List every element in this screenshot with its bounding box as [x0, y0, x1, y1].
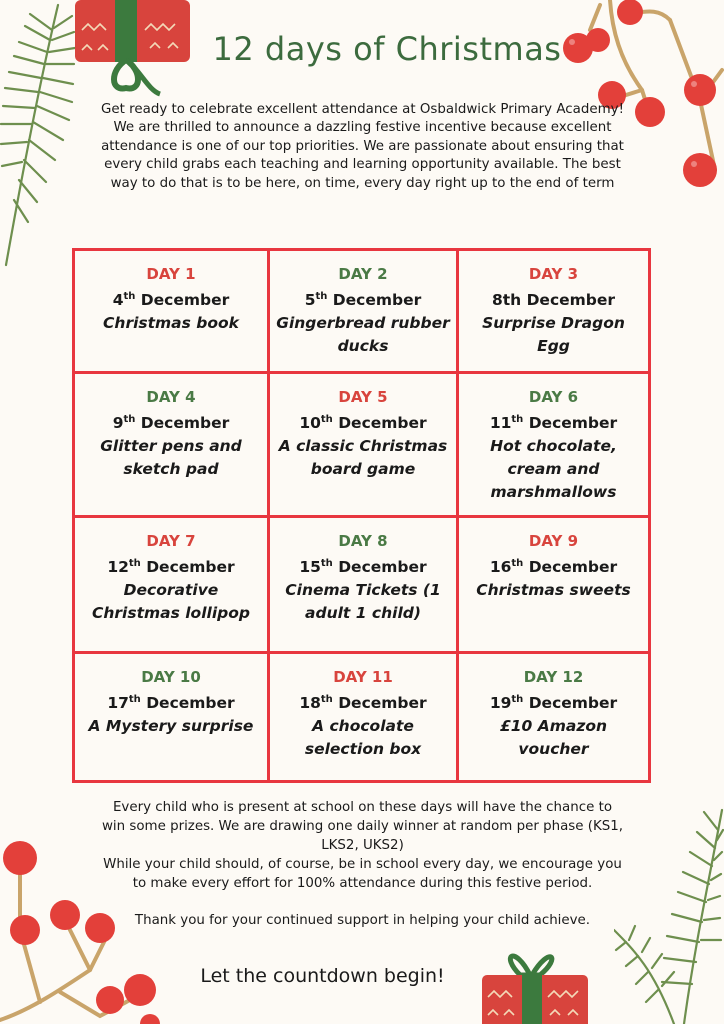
day-date: 19th December: [489, 694, 618, 713]
day-prize: £10 Amazon voucher: [499, 717, 608, 759]
day-date: 17th December: [107, 694, 235, 713]
countdown-text: Let the countdown begin!: [200, 965, 445, 987]
day-cell-2: [270, 251, 459, 374]
day-prize: A classic Christmas board game: [278, 437, 448, 479]
intro-text: [90, 101, 635, 193]
day-label: DAY 11: [333, 668, 393, 686]
day-prize: A Mystery surprise: [88, 717, 254, 736]
gift-box-bottom-icon: [480, 945, 590, 1024]
intro-line-2: We are thrilled to announce a dazzling festive incentive because excellent attendance is one of our top priorities. We are passionate about ensuring that every child grabs each teaching and learning opportunity available. The best way to do that is to be here, on time, every day right up to the end of term: [101, 120, 624, 191]
day-cell-11: [270, 654, 459, 780]
day-label: DAY 7: [146, 532, 196, 550]
day-prize: Christmas book: [103, 314, 239, 333]
day-prize: Decorative Christmas lollipop: [92, 581, 250, 623]
day-cell-9: [459, 518, 648, 654]
day-prize: Cinema Tickets (1 adult 1 child): [285, 581, 441, 623]
day-date: 10th December: [299, 414, 427, 433]
day-date: 15th December: [299, 558, 427, 577]
advent-calendar-grid: [72, 248, 651, 783]
day-prize: Hot chocolate, cream and marshmallows: [490, 437, 617, 502]
day-date: 16th December: [489, 558, 618, 577]
day-cell-8: [270, 518, 459, 654]
pine-branch-bottom-right-icon: [614, 800, 724, 1024]
day-prize: Glitter pens and sketch pad: [100, 437, 242, 479]
day-label: DAY 4: [146, 388, 196, 406]
day-date: 18th December: [299, 694, 427, 713]
day-label: DAY 1: [146, 265, 196, 283]
day-cell-6: [459, 374, 648, 518]
day-cell-4: [75, 374, 270, 518]
day-date: 8th December: [491, 291, 616, 310]
page-title: 12 days of Christmas: [212, 30, 562, 68]
day-cell-10: [75, 654, 270, 780]
outro-line-1: Every child who is present at school on these days will have the chance to win some prizes. We are drawing one daily winner at random per phase (KS1, LKS2, UKS2): [101, 800, 624, 853]
day-label: DAY 8: [338, 532, 388, 550]
day-prize: A chocolate selection box: [304, 717, 422, 759]
day-date: 11th December: [489, 414, 618, 433]
day-cell-5: [270, 374, 459, 518]
day-prize: Christmas sweets: [476, 581, 631, 600]
day-label: DAY 12: [523, 668, 584, 686]
day-label: DAY 10: [141, 668, 201, 686]
outro-text: [100, 798, 625, 893]
day-cell-12: [459, 654, 648, 780]
day-label: DAY 2: [338, 265, 388, 283]
day-prize: Surprise Dragon Egg: [482, 314, 625, 356]
thanks-text: Thank you for your continued support in helping your child achieve.: [134, 913, 591, 928]
intro-line-1: Get ready to celebrate excellent attendance at Osbaldwick Primary Academy!: [101, 102, 624, 117]
day-date: 9th December: [112, 414, 230, 433]
day-label: DAY 5: [338, 388, 388, 406]
day-cell-1: [75, 251, 270, 374]
day-label: DAY 6: [528, 388, 579, 406]
day-label: DAY 3: [528, 265, 579, 283]
day-date: 5th December: [304, 291, 422, 310]
day-prize: Gingerbread rubber ducks: [276, 314, 450, 356]
day-cell-7: [75, 518, 270, 654]
outro-line-2: While your child should, of course, be in school every day, we encourage you to make every effort for 100% attendance during this festive period.: [103, 857, 622, 891]
day-label: DAY 9: [528, 532, 579, 550]
day-cell-3: [459, 251, 648, 374]
day-date: 4th December: [112, 291, 230, 310]
day-date: 12th December: [107, 558, 235, 577]
